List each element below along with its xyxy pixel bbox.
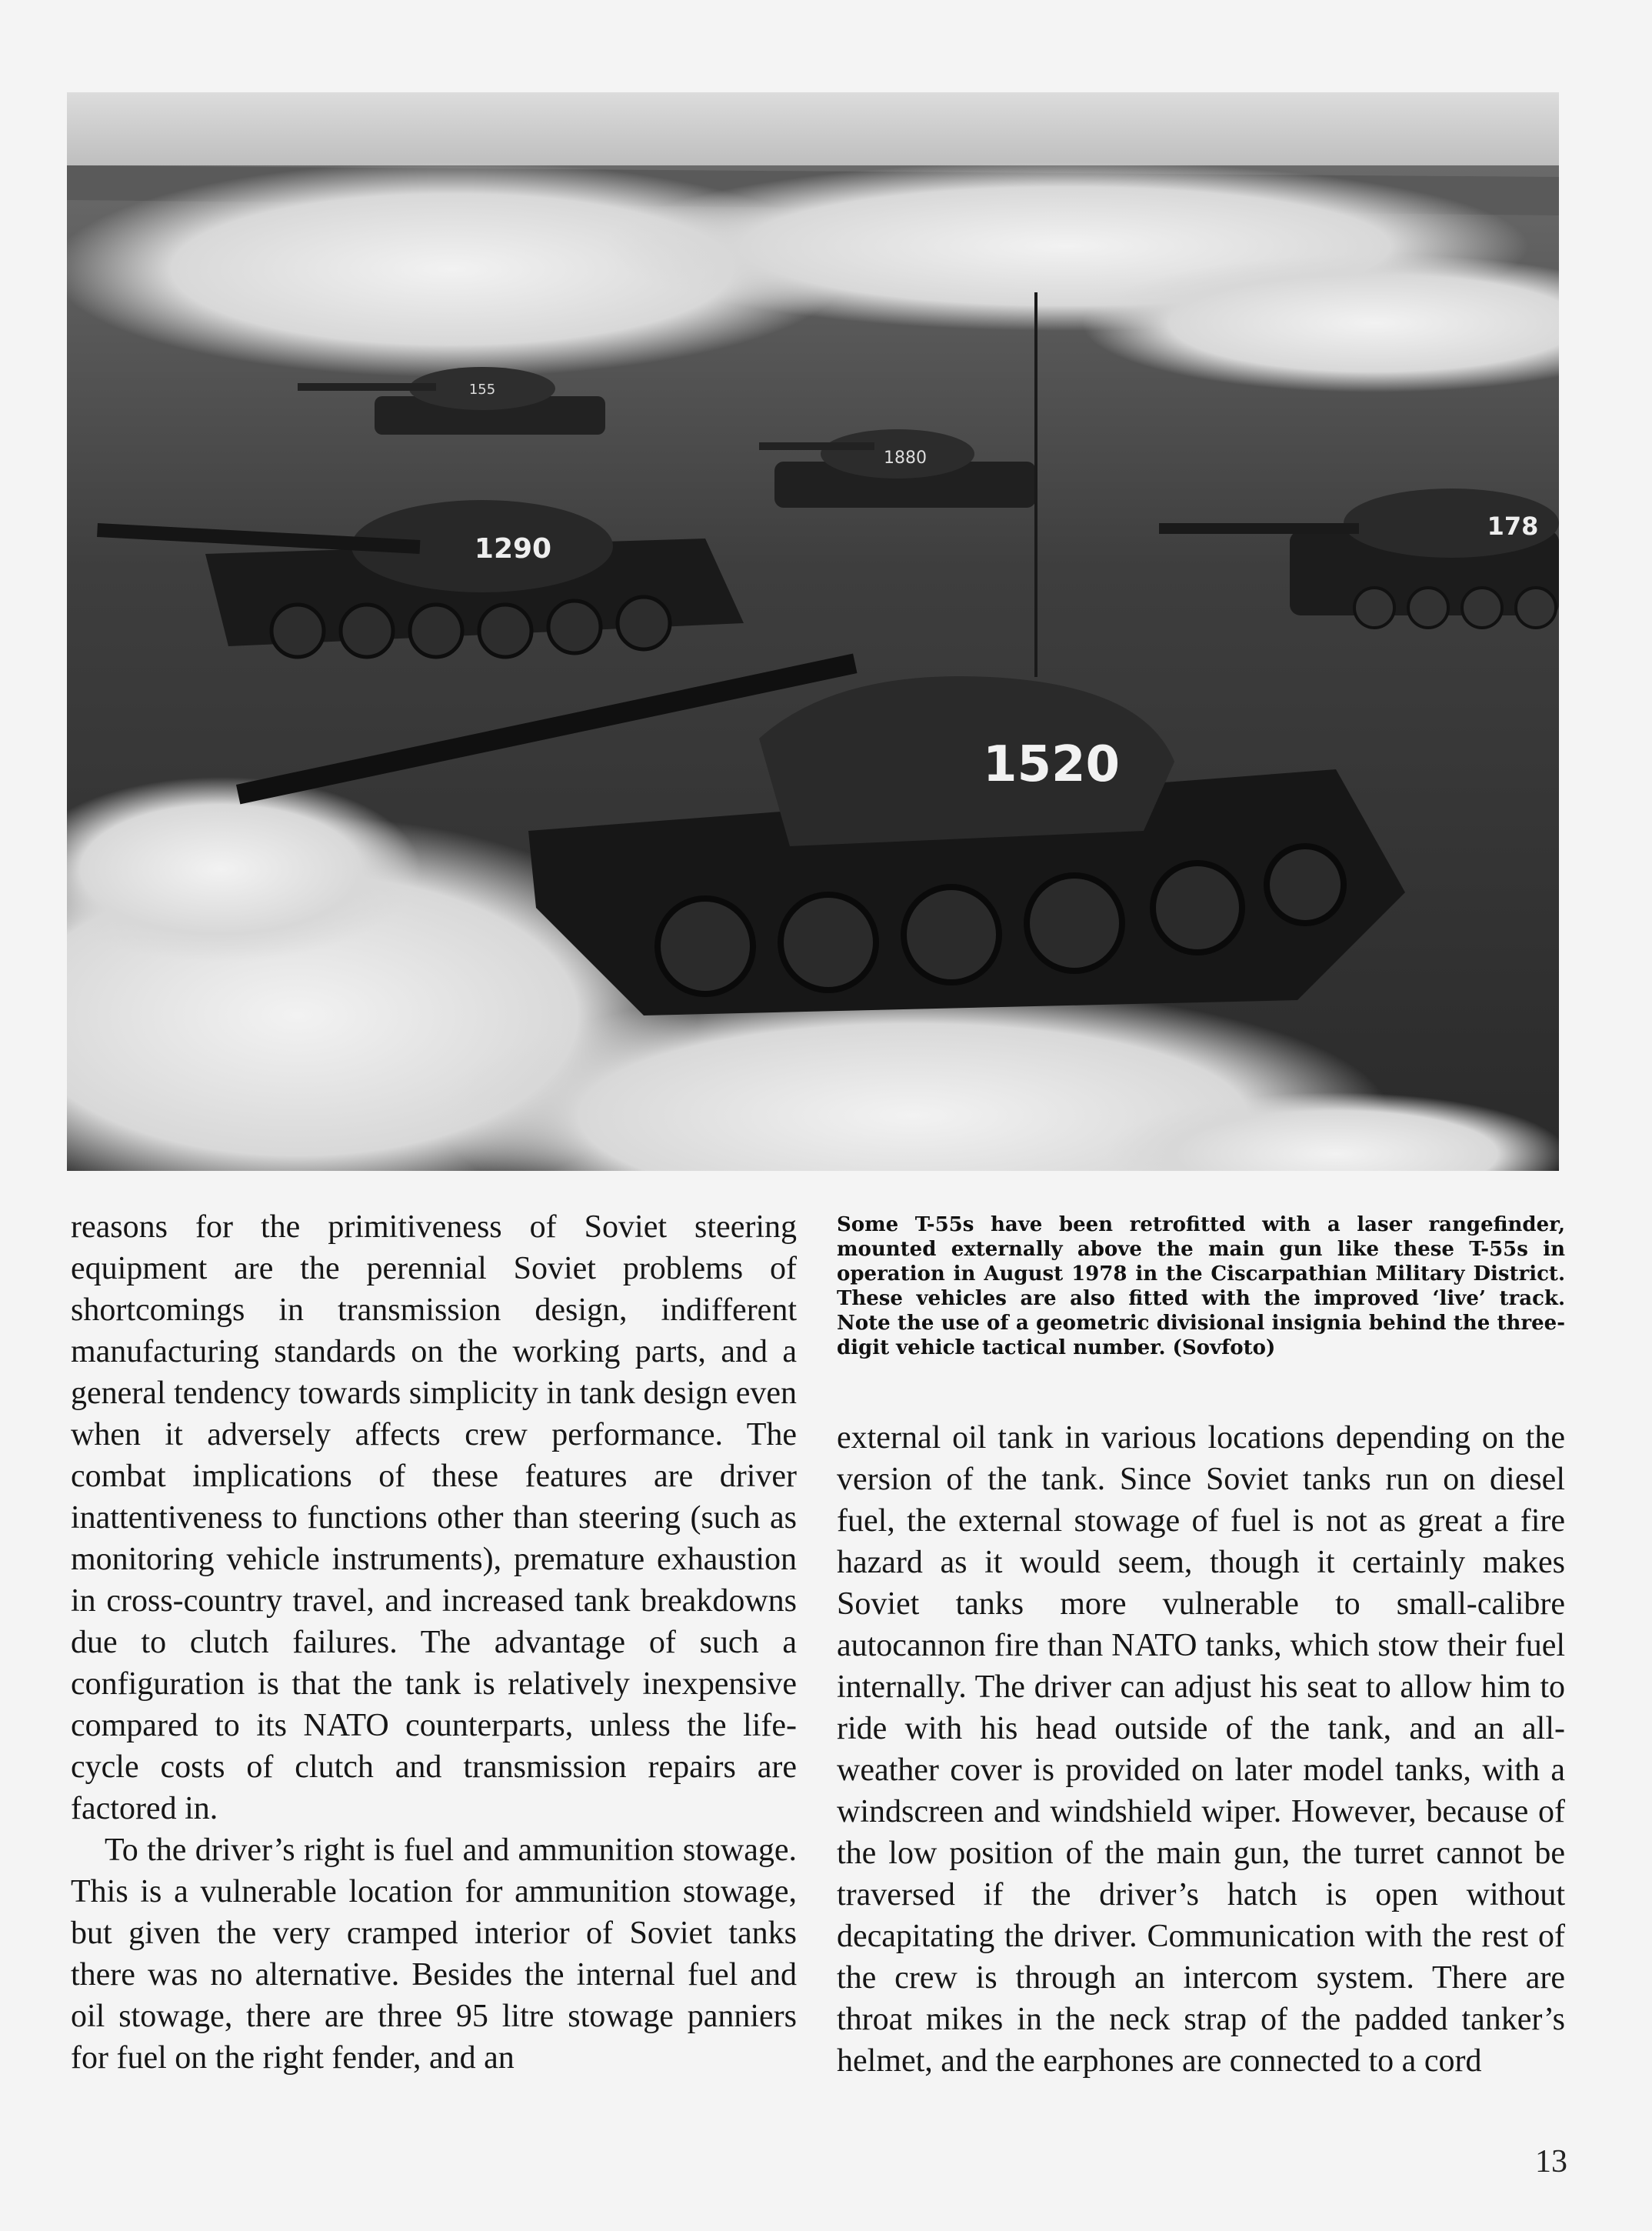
tank-photograph	[67, 92, 1559, 1171]
svg-text:178: 178	[1487, 512, 1539, 541]
left-paragraph-1: reasons for the primitiveness of Soviet steering equipment are the perennial Soviet problems of shortcomings in transmission design, indifferent manufacturing standards on the working parts, and a general tendency towards simplicity in tank design even when it adversely affects crew performance. The combat implications of these features are driver inattentiveness to functions other than steering (such as monitoring vehicle instruments), premature exhaustion in cross-country travel, and increased tank breakdowns due to clutch failures. The advantage of such a configuration is that the tank is relatively inexpensive compared to its NATO counterparts, unless the life-cycle costs of clutch and transmission repairs are factored in.	[71, 1209, 797, 1826]
svg-text:1290: 1290	[474, 533, 552, 565]
right-text-column	[837, 1417, 1565, 2082]
page-number: 13	[1535, 2144, 1567, 2179]
svg-text:155: 155	[468, 382, 496, 398]
left-text-column	[71, 1206, 797, 2079]
photo-caption: Some T-55s have been retrofitted with a laser rangefinder, mounted externally above the main gun like these T-55s in operation in August 1978 in the Ciscarpathian Military District. These vehicles are also fitted with the improved ‘live’ track. Note the use of a geometric divisional insignia behind the three-digit vehicle tactical number. (Sovfoto)	[837, 1213, 1565, 1359]
left-paragraph-2: To the driver’s right is fuel and ammunition stowage. This is a vulnerable location for ammunition stowage, but given the very cramped interior of Soviet tanks there was no alternative. Besides the internal fuel and oil stowage, there are three 95 litre stowage panniers for fuel on the right fender, and an	[71, 1832, 797, 2076]
right-paragraph-1: external oil tank in various locations depending on the version of the tank. Since Soviet tanks run on diesel fuel, the external stowage of fuel is not as great a fire hazard as it would seem, though it certainly makes Soviet tanks more vulnerable to small-calibre autocannon fire than NATO tanks, which stow their fuel internally. The driver can adjust his seat to allow him to ride with his head outside of the tank, and an all-weather cover is provided on later model tanks, with a windscreen and windshield wiper. However, because of the low position of the main gun, the turret cannot be traversed if the driver’s hatch is open without decapitating the driver. Communication with the rest of the crew is through an intercom system. There are throat mikes in the neck strap of the padded tanker’s helmet, and the earphones are connected to a cord	[837, 1420, 1565, 2079]
svg-text:1520: 1520	[982, 736, 1121, 793]
svg-text:1880: 1880	[884, 449, 927, 468]
tank-photo-illustration	[67, 92, 1559, 1171]
